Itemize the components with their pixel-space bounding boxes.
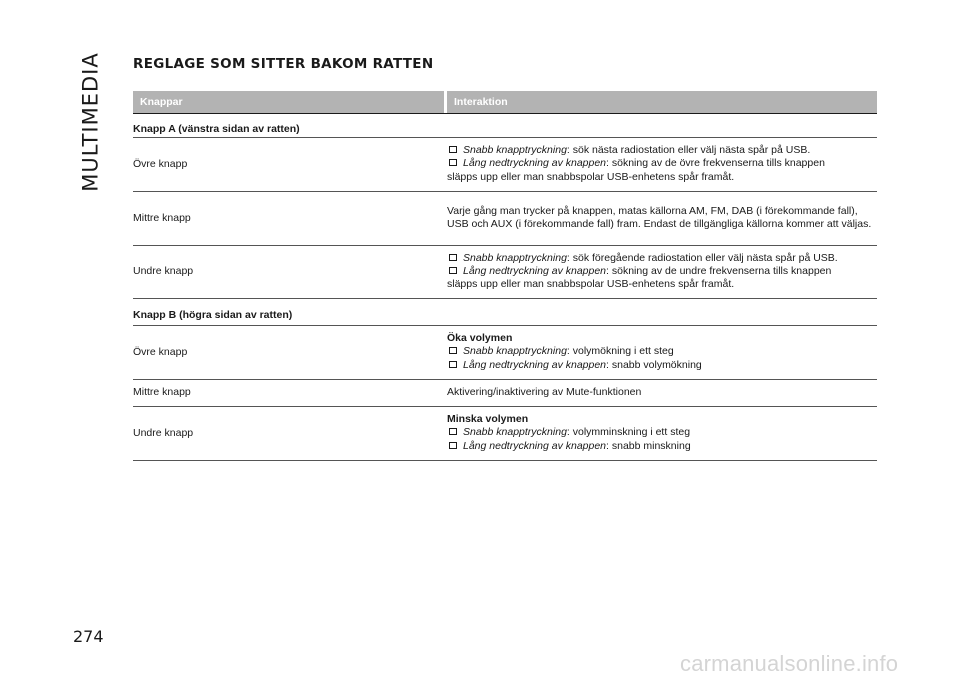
term-long-press: Lång nedtryckning av knappen (463, 358, 607, 371)
table-row (133, 192, 877, 246)
desc-short-press: : sök nästa radiostation eller välj nästa spår på USB. (566, 144, 811, 157)
page-title: REGLAGE SOM SITTER BAKOM RATTEN (133, 56, 434, 72)
row-interaction (447, 407, 877, 460)
bullet-icon (449, 267, 457, 274)
table-row (133, 138, 877, 192)
watermark: carmanualsonline.info (680, 651, 899, 676)
table-row (133, 407, 877, 461)
row-interaction: Aktivering/inaktivering av Mute-funktionen (447, 385, 642, 398)
header-interaction: Interaktion (454, 96, 508, 108)
table-row (133, 380, 877, 407)
term-short-press: Snabb knapptryckning (463, 251, 567, 264)
bullet-icon (449, 347, 457, 354)
bullet-icon (449, 146, 457, 153)
row-heading: Öka volymen (447, 332, 513, 345)
desc-short-press: : volymminskning i ett steg (566, 426, 691, 439)
row-interaction: Varje gång man trycker på knappen, matas källorna AM, FM, DAB (i förekommande fall), USB och AUX (i förekommande fall) fram. Endast de tillgängliga källorna kommer att väljas. (447, 204, 872, 230)
desc-continuation: släpps upp eller man snabbspolar USB-enhetens spår framåt. (447, 170, 735, 183)
desc-short-press: : sök föregående radiostation eller välj nästa spår på USB. (566, 251, 838, 264)
section-button-a: Knapp A (vänstra sidan av ratten) (133, 114, 877, 138)
desc-continuation: släpps upp eller man snabbspolar USB-enhetens spår framåt. (447, 278, 735, 291)
term-short-press: Snabb knapptryckning (463, 426, 567, 439)
row-label: Undre knapp (133, 426, 194, 439)
row-label: Undre knapp (133, 265, 194, 278)
desc-long-press: : sökning av de undre frekvenserna tills knappen (606, 264, 832, 277)
desc-long-press: : sökning av de övre frekvenserna tills knappen (606, 157, 825, 170)
row-label: Övre knapp (133, 345, 188, 358)
row-label: Övre knapp (133, 157, 188, 170)
table-row (133, 246, 877, 299)
chapter-side-label (76, 52, 106, 192)
term-long-press: Lång nedtryckning av knappen (463, 264, 607, 277)
term-long-press: Lång nedtryckning av knappen (463, 157, 607, 170)
bullet-icon (449, 442, 457, 449)
desc-long-press: : snabb minskning (606, 439, 691, 452)
page-number: 274 (73, 627, 104, 646)
term-short-press: Snabb knapptryckning (463, 144, 567, 157)
bullet-icon (449, 428, 457, 435)
table-row (133, 326, 877, 380)
row-interaction (447, 138, 877, 191)
table-header (133, 91, 877, 114)
term-short-press: Snabb knapptryckning (463, 345, 567, 358)
bullet-icon (449, 159, 457, 166)
row-label: Mittre knapp (133, 386, 191, 399)
desc-long-press: : snabb volymökning (606, 358, 702, 371)
term-long-press: Lång nedtryckning av knappen (463, 439, 607, 452)
row-interaction (447, 246, 877, 299)
header-buttons: Knappar (140, 96, 183, 108)
controls-table (133, 91, 877, 461)
desc-short-press: : volymökning i ett steg (566, 345, 674, 358)
chapter-label-text: MULTIMEDIA (79, 52, 103, 192)
row-label: Mittre knapp (133, 211, 191, 224)
bullet-icon (449, 361, 457, 368)
bullet-icon (449, 254, 457, 261)
row-interaction (447, 326, 877, 379)
row-heading: Minska volymen (447, 413, 529, 426)
section-button-b: Knapp B (högra sidan av ratten) (133, 299, 877, 326)
